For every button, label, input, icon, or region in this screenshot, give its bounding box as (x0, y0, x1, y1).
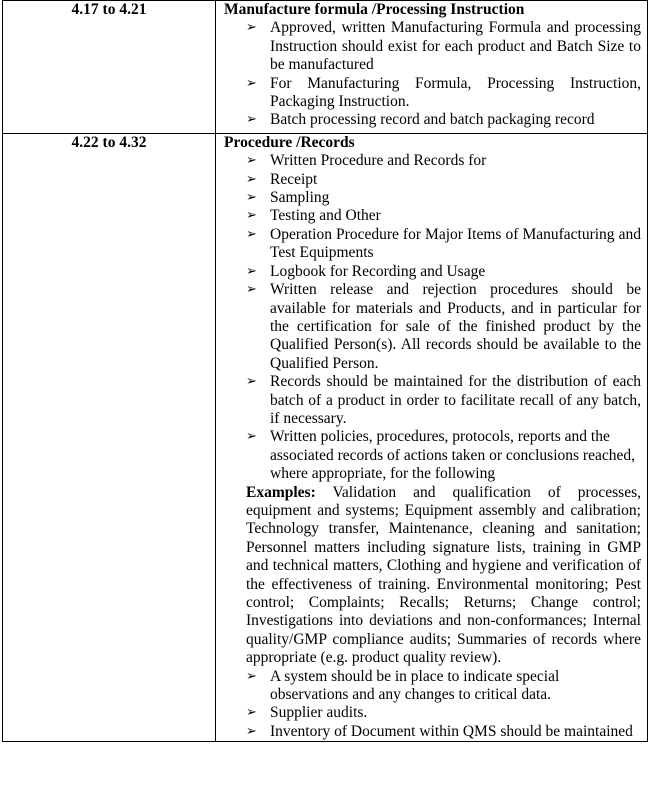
examples-text: Validation and qualification of processes, equipment and systems; Equipment assembly and calibration; Technology transfer, Maintenance, cleaning and sanitation; Personnel matters including signature lists, training in GMP and technical matters, Clothing and hygiene and verification of the effectiveness of training. Environmental monitoring; Pest control; Complaints; Recalls; Returns; Change control; Investigations into deviations and non-conformances; Internal quality/GMP compliance audits; Summaries of records where appropriate (e.g. product quality review). (246, 483, 641, 667)
bullet-list (224, 668, 641, 742)
list-item: ➢ Supplier audits. (246, 704, 641, 722)
list-item: ➢ Written Procedure and Records for (246, 152, 641, 170)
list-item: ➢ Testing and Other (246, 207, 641, 225)
list-item: ➢ Logbook for Recording and Usage (246, 263, 641, 281)
list-item: ➢ Approved, written Manufacturing Formula and processing Instruction should exist for each product and Batch Size to be manufactured (246, 19, 641, 74)
bullet-list (224, 152, 641, 483)
list-item: ➢ A system should be in place to indicate special observations and any changes to critical data. (246, 668, 641, 705)
content-cell (216, 1, 648, 134)
list-item: ➢ Records should be maintained for the distribution of each batch of a product in order to facilitate recall of any batch, if necessary. (246, 373, 641, 428)
content-cell (216, 133, 648, 741)
reference-cell (3, 133, 216, 741)
list-item: ➢ Receipt (246, 171, 641, 189)
list-item: ➢ Batch processing record and batch packaging record (246, 111, 641, 129)
table-row (3, 133, 648, 741)
examples-label: Examples: (246, 483, 316, 501)
list-item: ➢ Written release and rejection procedures should be available for materials and Products, and in particular for the certification for sale of the finished product by the Qualified Person(s). All records should be available to the Qualified Person. (246, 281, 641, 373)
list-item: ➢ For Manufacturing Formula, Processing Instruction, Packaging Instruction. (246, 75, 641, 112)
examples-paragraph (246, 484, 641, 668)
bullet-list (224, 19, 641, 129)
reference-number: 4.17 to 4.21 (71, 1, 147, 18)
list-item: ➢ Sampling (246, 189, 641, 207)
table-row (3, 1, 648, 134)
list-item: ➢ Written policies, procedures, protocols, reports and the associated records of actions taken or conclusions reached, where appropriate, for the following (246, 428, 641, 483)
list-item: ➢ Inventory of Document within QMS should be maintained (246, 723, 641, 741)
reference-cell (3, 1, 216, 134)
list-item: ➢ Operation Procedure for Major Items of Manufacturing and Test Equipments (246, 226, 641, 263)
reference-number: 4.22 to 4.32 (71, 133, 147, 151)
section-title: Manufacture formula /Processing Instruction (224, 1, 525, 18)
section-title: Procedure /Records (224, 133, 355, 151)
gmp-documentation-table (2, 0, 648, 742)
